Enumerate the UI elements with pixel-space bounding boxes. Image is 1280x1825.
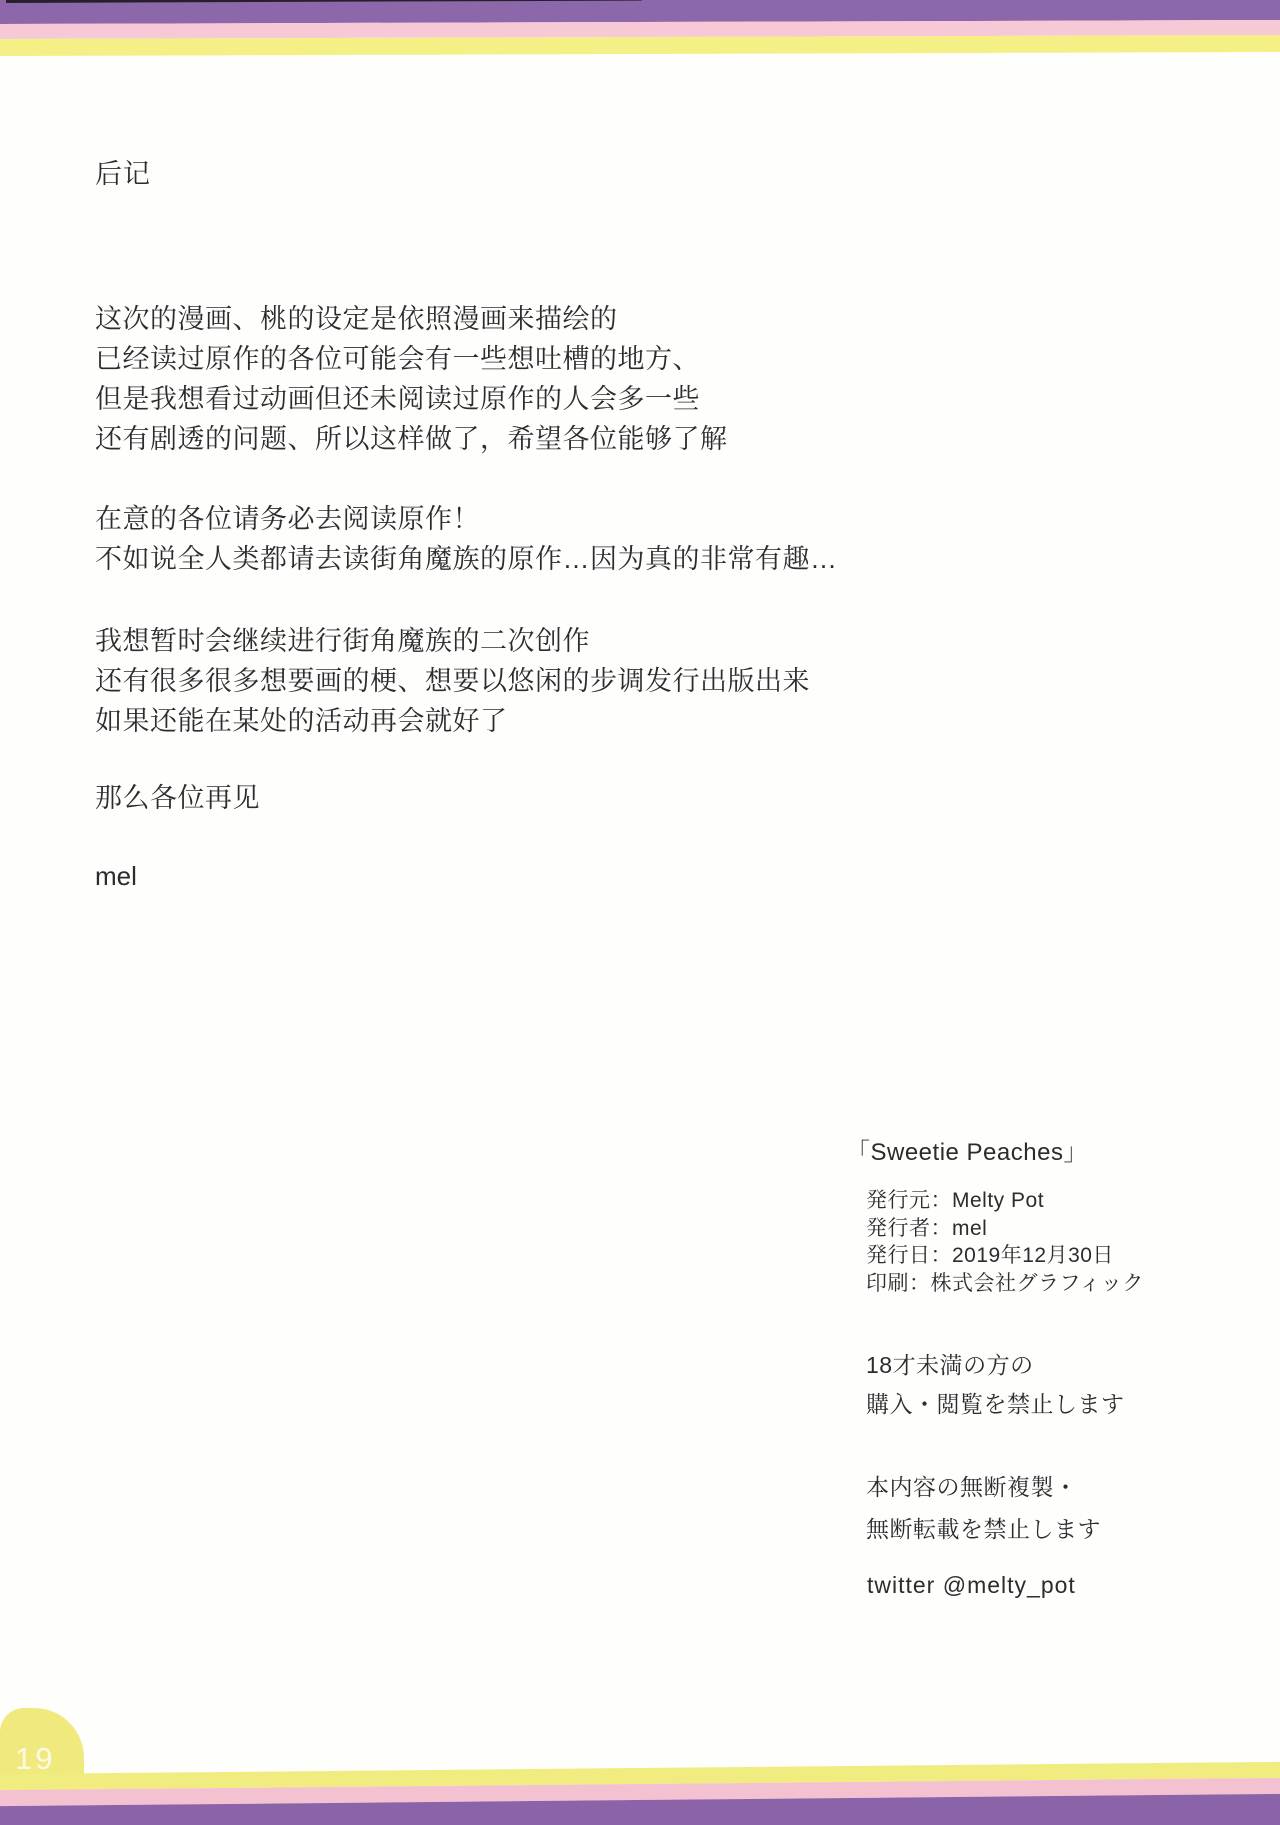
afterword-paragraph-2 — [95, 499, 838, 579]
colophon-book-title: 「Sweetie Peaches」 — [846, 1139, 1088, 1166]
paragraph-line: 但是我想看过动画但还未阅读过原作的人会多一些 — [95, 384, 700, 414]
bottom-border-stripes — [0, 1762, 1280, 1825]
paragraph-line: 在意的各位请务必去阅读原作！ — [95, 504, 480, 534]
paragraph-line: 不如说全人类都请去读街角魔族的原作…因为真的非常有趣… — [95, 544, 838, 574]
colophon-date: 発行日：2019年12月30日 — [866, 1244, 1114, 1267]
notice-line: 本内容の無断複製・ — [866, 1474, 1078, 1500]
colophon-printer: 印刷：株式会社グラフィック — [866, 1271, 1144, 1295]
paragraph-line: 已经读过原作的各位可能会有一些想吐槽的地方、 — [95, 344, 700, 374]
paragraph-line: 还有剧透的问题、所以这样做了，希望各位能够了解 — [95, 424, 728, 454]
afterword-closing: 那么各位再见 — [95, 783, 260, 813]
colophon-author: 発行者：mel — [866, 1216, 988, 1240]
notice-line: 18才未満の方の — [866, 1352, 1034, 1378]
paragraph-line: 这次的漫画、桃的设定是依照漫画来描绘的 — [95, 304, 618, 334]
top-border-stripes — [0, 0, 1280, 56]
paragraph-line: 如果还能在某处的活动再会就好了 — [95, 706, 508, 736]
page-number: 19 — [15, 1741, 56, 1776]
notice-line: 無断転載を禁止します — [866, 1516, 1101, 1542]
paragraph-line: 我想暂时会继续进行街角魔族的二次创作 — [95, 626, 590, 656]
twitter-handle: twitter @melty_pot — [867, 1572, 1076, 1598]
afterword-heading: 后记 — [95, 159, 151, 189]
paragraph-line: 还有很多很多想要画的梗、想要以悠闲的步调发行出版出来 — [95, 666, 810, 696]
colophon-publisher: 発行元：Melty Pot — [866, 1189, 1045, 1212]
afterword-paragraph-1 — [95, 299, 728, 459]
age-restriction-notice — [866, 1346, 1125, 1424]
top-stripe-yellow — [0, 35, 1280, 56]
afterword-paragraph-3 — [95, 621, 810, 741]
author-signature: mel — [95, 861, 137, 891]
colophon-publication-info — [866, 1187, 1144, 1297]
notice-line: 購入・閲覧を禁止します — [866, 1391, 1125, 1417]
copyright-notice — [866, 1466, 1101, 1550]
